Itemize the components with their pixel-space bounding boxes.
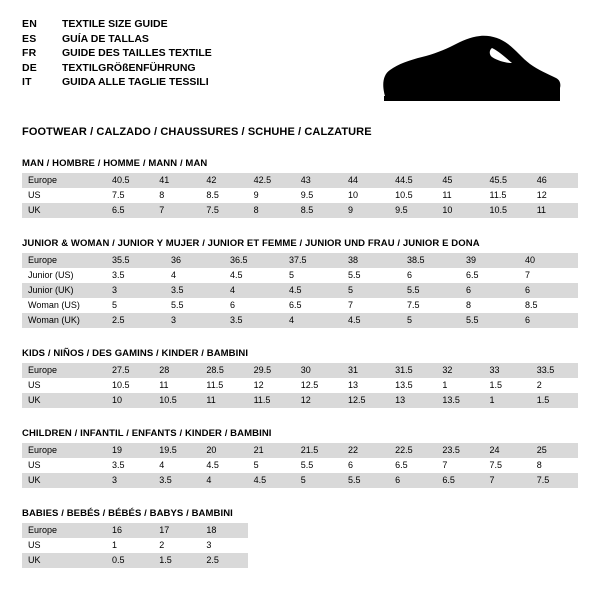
cell: 11.5 — [248, 393, 295, 408]
cell: 28.5 — [200, 363, 247, 378]
cell: 4 — [153, 458, 200, 473]
cell: 6 — [342, 458, 389, 473]
page-header — [22, 18, 578, 112]
row-label: US — [22, 378, 106, 393]
section-babies — [22, 508, 578, 568]
cell: 1.5 — [531, 393, 578, 408]
cell: 6.5 — [106, 203, 153, 218]
cell: 7 — [519, 268, 578, 283]
cell: 6.5 — [283, 298, 342, 313]
row-label: UK — [22, 393, 106, 408]
size-table-kids — [22, 363, 578, 408]
cell: 21.5 — [295, 443, 342, 458]
cell: 33.5 — [531, 363, 578, 378]
cell: 6 — [224, 298, 283, 313]
cell: 8.5 — [519, 298, 578, 313]
section-junior-woman — [22, 238, 578, 328]
cell-empty — [389, 538, 436, 553]
cell: 5 — [342, 283, 401, 298]
cell: 12 — [531, 188, 578, 203]
language-code: DE — [22, 61, 37, 74]
cell-empty — [295, 538, 342, 553]
section-man — [22, 158, 578, 218]
cell-empty — [484, 553, 531, 568]
cell: 5 — [248, 458, 295, 473]
cell: 31.5 — [389, 363, 436, 378]
cell: 46 — [531, 173, 578, 188]
cell: 3.5 — [165, 283, 224, 298]
cell: 41 — [153, 173, 200, 188]
cell: 8 — [531, 458, 578, 473]
cell: 8 — [248, 203, 295, 218]
cell: 8.5 — [295, 203, 342, 218]
cell: 25 — [531, 443, 578, 458]
language-code: ES — [22, 32, 37, 45]
row-label: UK — [22, 203, 106, 218]
table-row — [22, 253, 578, 268]
cell-empty — [248, 538, 295, 553]
row-label: Europe — [22, 253, 106, 268]
table-row — [22, 458, 578, 473]
cell: 11.5 — [200, 378, 247, 393]
cell: 18 — [200, 523, 247, 538]
cell: 5.5 — [295, 458, 342, 473]
cell: 5 — [106, 298, 165, 313]
cell: 16 — [106, 523, 153, 538]
cell: 2.5 — [106, 313, 165, 328]
cell: 11 — [436, 188, 483, 203]
table-row — [22, 283, 578, 298]
cell: 45.5 — [484, 173, 531, 188]
cell: 42.5 — [248, 173, 295, 188]
cell: 0.5 — [106, 553, 153, 568]
cell: 12 — [248, 378, 295, 393]
row-label: Europe — [22, 363, 106, 378]
table-row — [22, 313, 578, 328]
cell: 7.5 — [200, 203, 247, 218]
section-children — [22, 428, 578, 488]
cell: 9.5 — [295, 188, 342, 203]
section-kids — [22, 348, 578, 408]
cell: 33 — [484, 363, 531, 378]
cell: 23.5 — [436, 443, 483, 458]
cell: 7 — [436, 458, 483, 473]
cell-empty — [248, 553, 295, 568]
cell: 31 — [342, 363, 389, 378]
cell: 7 — [342, 298, 401, 313]
cell: 12.5 — [342, 393, 389, 408]
row-label: Europe — [22, 173, 106, 188]
section-title: CHILDREN / INFANTIL / ENFANTS / KINDER / BAMBINI — [22, 428, 272, 439]
cell: 4.5 — [248, 473, 295, 488]
cell: 8.5 — [200, 188, 247, 203]
row-label: US — [22, 538, 106, 553]
category-heading: FOOTWEAR / CALZADO / CHAUSSURES / SCHUHE / CALZATURE — [22, 126, 372, 138]
language-title: GUIDE DES TAILLES TEXTILE — [62, 47, 212, 59]
table-row — [22, 188, 578, 203]
cell: 2 — [531, 378, 578, 393]
cell-empty — [531, 538, 578, 553]
cell: 9.5 — [389, 203, 436, 218]
cell: 43 — [295, 173, 342, 188]
cell: 10 — [106, 393, 153, 408]
cell: 39 — [460, 253, 519, 268]
cell: 42 — [200, 173, 247, 188]
cell: 1 — [106, 538, 153, 553]
size-table-children — [22, 443, 578, 488]
cell: 10.5 — [106, 378, 153, 393]
cell: 3 — [106, 283, 165, 298]
cell: 36 — [165, 253, 224, 268]
table-row — [22, 523, 578, 538]
language-title-list — [22, 18, 212, 91]
row-label: Europe — [22, 443, 106, 458]
cell-empty — [436, 523, 483, 538]
cell: 4.5 — [200, 458, 247, 473]
cell-empty — [295, 523, 342, 538]
cell: 22 — [342, 443, 389, 458]
language-row — [22, 33, 212, 48]
cell: 22.5 — [389, 443, 436, 458]
cell-empty — [436, 553, 483, 568]
row-label: US — [22, 188, 106, 203]
cell: 38.5 — [401, 253, 460, 268]
table-row — [22, 378, 578, 393]
cell: 10 — [342, 188, 389, 203]
cell: 10 — [436, 203, 483, 218]
language-code: FR — [22, 47, 37, 59]
cell: 5.5 — [342, 473, 389, 488]
cell: 7 — [484, 473, 531, 488]
cell: 8 — [153, 188, 200, 203]
cell: 5 — [283, 268, 342, 283]
cell-empty — [342, 553, 389, 568]
cell: 20 — [200, 443, 247, 458]
table-row — [22, 268, 578, 283]
cell-empty — [389, 523, 436, 538]
language-title: TEXTILGRÖßENFÜHRUNG — [62, 61, 196, 74]
cell: 44.5 — [389, 173, 436, 188]
cell: 12.5 — [295, 378, 342, 393]
cell: 40.5 — [106, 173, 153, 188]
table-row — [22, 203, 578, 218]
table-row — [22, 363, 578, 378]
cell: 3 — [165, 313, 224, 328]
cell: 2.5 — [200, 553, 247, 568]
cell: 10.5 — [153, 393, 200, 408]
cell: 5 — [401, 313, 460, 328]
cell: 3.5 — [153, 473, 200, 488]
table-row — [22, 443, 578, 458]
cell: 37.5 — [283, 253, 342, 268]
cell: 5.5 — [401, 283, 460, 298]
language-code: IT — [22, 76, 32, 88]
cell: 3 — [200, 538, 247, 553]
cell: 32 — [436, 363, 483, 378]
cell: 27.5 — [106, 363, 153, 378]
cell: 45 — [436, 173, 483, 188]
cell: 3.5 — [106, 268, 165, 283]
table-row — [22, 173, 578, 188]
cell: 2 — [153, 538, 200, 553]
cell-empty — [248, 523, 295, 538]
cell: 36.5 — [224, 253, 283, 268]
cell: 5.5 — [342, 268, 401, 283]
cell: 4.5 — [224, 268, 283, 283]
cell: 10.5 — [389, 188, 436, 203]
cell: 3.5 — [106, 458, 153, 473]
cell: 6.5 — [460, 268, 519, 283]
size-table-man — [22, 173, 578, 218]
table-row — [22, 298, 578, 313]
row-label: Junior (UK) — [22, 283, 106, 298]
row-label: Woman (UK) — [22, 313, 106, 328]
cell: 8 — [460, 298, 519, 313]
cell: 13.5 — [436, 393, 483, 408]
table-row — [22, 538, 578, 553]
cell-empty — [342, 523, 389, 538]
row-label: US — [22, 458, 106, 473]
row-label: Europe — [22, 523, 106, 538]
cell: 11 — [200, 393, 247, 408]
cell: 7.5 — [484, 458, 531, 473]
cell: 21 — [248, 443, 295, 458]
size-table-babies — [22, 523, 578, 568]
cell: 4 — [224, 283, 283, 298]
cell: 3.5 — [224, 313, 283, 328]
cell: 4.5 — [342, 313, 401, 328]
cell: 6 — [389, 473, 436, 488]
cell: 7.5 — [531, 473, 578, 488]
cell: 3 — [106, 473, 153, 488]
cell: 6.5 — [389, 458, 436, 473]
cell: 10.5 — [484, 203, 531, 218]
cell: 7.5 — [106, 188, 153, 203]
cell-empty — [389, 553, 436, 568]
table-row — [22, 473, 578, 488]
cell: 6 — [519, 283, 578, 298]
cell: 4.5 — [283, 283, 342, 298]
cell: 40 — [519, 253, 578, 268]
dress-shoe-icon — [372, 30, 562, 112]
language-title: GUÍA DE TALLAS — [62, 32, 149, 45]
cell: 13.5 — [389, 378, 436, 393]
cell: 12 — [295, 393, 342, 408]
cell: 6 — [460, 283, 519, 298]
cell: 19 — [106, 443, 153, 458]
cell: 5 — [295, 473, 342, 488]
cell: 5.5 — [165, 298, 224, 313]
cell: 44 — [342, 173, 389, 188]
row-label: Woman (US) — [22, 298, 106, 313]
cell-empty — [531, 553, 578, 568]
language-row — [22, 76, 212, 91]
cell: 13 — [342, 378, 389, 393]
section-title: KIDS / NIÑOS / DES GAMINS / KINDER / BAMBINI — [22, 348, 249, 359]
row-label: Junior (US) — [22, 268, 106, 283]
language-code: EN — [22, 18, 37, 30]
cell: 7 — [153, 203, 200, 218]
cell: 29.5 — [248, 363, 295, 378]
cell: 19.5 — [153, 443, 200, 458]
cell-empty — [342, 538, 389, 553]
cell: 11 — [153, 378, 200, 393]
cell: 1.5 — [153, 553, 200, 568]
cell: 1.5 — [484, 378, 531, 393]
cell: 1 — [484, 393, 531, 408]
cell: 38 — [342, 253, 401, 268]
cell-empty — [484, 538, 531, 553]
section-title: BABIES / BEBÉS / BÉBÉS / BABYS / BAMBINI — [22, 508, 233, 519]
language-title: GUIDA ALLE TAGLIE TESSILI — [62, 76, 209, 88]
cell: 11 — [531, 203, 578, 218]
cell: 6.5 — [436, 473, 483, 488]
cell: 4 — [200, 473, 247, 488]
table-row — [22, 393, 578, 408]
table-row — [22, 553, 578, 568]
cell-empty — [531, 523, 578, 538]
cell: 1 — [436, 378, 483, 393]
cell: 9 — [248, 188, 295, 203]
language-row — [22, 62, 212, 77]
cell: 24 — [484, 443, 531, 458]
cell: 4 — [165, 268, 224, 283]
cell: 6 — [519, 313, 578, 328]
size-table-junior-woman — [22, 253, 578, 328]
cell: 30 — [295, 363, 342, 378]
section-title: MAN / HOMBRE / HOMME / MANN / MAN — [22, 158, 208, 169]
cell: 28 — [153, 363, 200, 378]
cell: 17 — [153, 523, 200, 538]
cell: 7.5 — [401, 298, 460, 313]
row-label: UK — [22, 473, 106, 488]
cell: 9 — [342, 203, 389, 218]
section-title: JUNIOR & WOMAN / JUNIOR Y MUJER / JUNIOR ET FEMME / JUNIOR UND FRAU / JUNIOR E DONA — [22, 238, 480, 249]
language-row — [22, 18, 212, 33]
cell: 11.5 — [484, 188, 531, 203]
cell: 6 — [401, 268, 460, 283]
cell: 5.5 — [460, 313, 519, 328]
cell: 4 — [283, 313, 342, 328]
cell-empty — [295, 553, 342, 568]
cell-empty — [484, 523, 531, 538]
language-row — [22, 47, 212, 62]
row-label: UK — [22, 553, 106, 568]
cell-empty — [436, 538, 483, 553]
cell: 35.5 — [106, 253, 165, 268]
cell: 13 — [389, 393, 436, 408]
language-title: TEXTILE SIZE GUIDE — [62, 18, 168, 30]
